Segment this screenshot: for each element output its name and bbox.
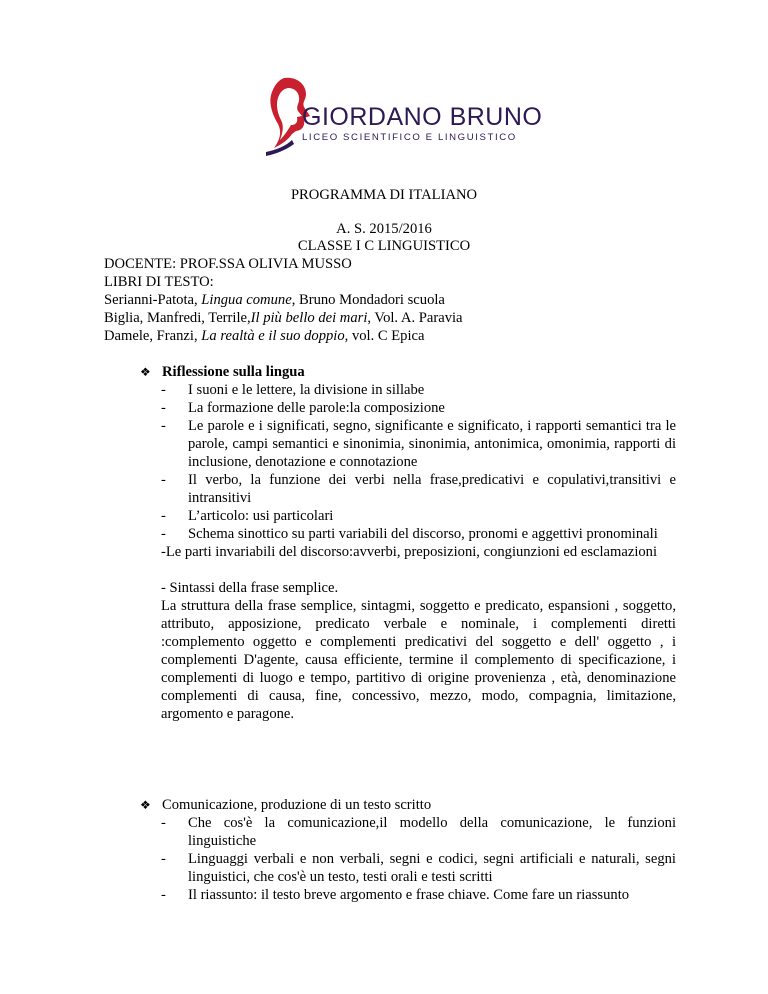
dash-bullet: -: [161, 400, 166, 416]
list-item: [161, 507, 676, 525]
dash-bullet: -: [161, 508, 166, 524]
section-heading-1: [140, 363, 305, 381]
list-item-text: Che cos'è la comunicazione,il modello della comunicazione, le funzioni linguistiche: [188, 815, 676, 849]
list-item-text: Il riassunto: il testo breve argomento e frase chiave. Come fare un riassunto: [188, 887, 630, 903]
list-item: [161, 850, 676, 886]
list-item-text: Schema sinottico su parti variabili del discorso, pronomi e aggettivi pronominali: [188, 526, 658, 542]
invariable-parts: -Le parti invariabili del discorso:avverbi, preposizioni, congiunzioni ed esclamazioni: [161, 544, 658, 560]
logo-text: [302, 104, 542, 144]
list-item-text: Linguaggi verbali e non verbali, segni e codici, segni artificiali e naturali, segni linguistici, che cos'è un testo, testi orali e testi scritti: [188, 851, 676, 885]
section-title: Comunicazione, produzione di un testo scritto: [162, 797, 432, 813]
list-item: [161, 417, 676, 471]
list-item: [161, 471, 676, 507]
class-name: CLASSE I C LINGUISTICO: [297, 238, 471, 254]
school-logo: [262, 74, 543, 160]
section-title: Riflessione sulla lingua: [162, 364, 305, 380]
dash-bullet: -: [161, 887, 166, 903]
logo-subtitle: LICEO SCIENTIFICO E LINGUISTICO: [302, 132, 517, 143]
list-item-text: L’articolo: usi particolari: [188, 508, 334, 524]
list-item-text: I suoni e le lettere, la divisione in sillabe: [188, 382, 425, 398]
logo-name: GIORDANO BRUNO: [302, 103, 543, 131]
list-item: [161, 886, 676, 904]
dash-bullet: -: [161, 526, 166, 542]
dash-bullet: -: [161, 472, 166, 488]
diamond-bullet-icon: ❖: [140, 798, 151, 812]
dash-bullet: -: [161, 382, 166, 398]
syntax-heading: - Sintassi della frase semplice.: [161, 580, 339, 596]
list-item: [161, 381, 676, 399]
dash-bullet: -: [161, 851, 166, 867]
list-item-text: Il verbo, la funzione dei verbi nella frase,predicativi e copulativi,transitivi e intransitivi: [188, 472, 676, 506]
dash-bullet: -: [161, 815, 166, 831]
school-year: A. S. 2015/2016: [336, 221, 432, 237]
list-item: [161, 814, 676, 850]
dash-bullet: -: [161, 418, 166, 434]
list-item: [161, 399, 676, 417]
syntax-paragraph: La struttura della frase semplice, sintagmi, soggetto e predicato, espansioni , soggetto, attributo, apposizione, predicato verbale e nominale, i complementi diretti :complemento oggetto e complementi predicativi del soggetto e dell' oggetto , i complementi D'agente, causa efficiente, termine il complemento di specificazione, i complementi di luogo e tempo, partitivo di origine provenienza , età, denominazione complementi di causa, fine, concessivo, mezzo, modo, compagnia, limitazione, argomento e paragone.: [161, 598, 676, 722]
book-1: Serianni-Patota, Lingua comune, Bruno Mondadori scuola: [104, 292, 445, 308]
list-item-text: La formazione delle parole:la composizione: [188, 400, 445, 416]
teacher: DOCENTE: PROF.SSA OLIVIA MUSSO: [104, 256, 352, 272]
book-3: Damele, Franzi, La realtà e il suo doppio, vol. C Epica: [104, 328, 425, 344]
list-item: [161, 525, 676, 543]
book-2: Biglia, Manfredi, Terrile,Il più bello dei mari, Vol. A. Paravia: [104, 310, 463, 326]
diamond-bullet-icon: ❖: [140, 365, 151, 379]
page-title: PROGRAMMA DI ITALIANO: [290, 187, 478, 203]
list-item-text: Le parole e i significati, segno, significante e significato, i rapporti semantici tra le parole, campi semantici e sinonimia, sinonimia, antonimica, omonimia, rapporti di inclusione, denotazione e connotazione: [188, 418, 676, 470]
books-label: LIBRI DI TESTO:: [104, 274, 214, 290]
section-heading-2: [140, 796, 431, 814]
